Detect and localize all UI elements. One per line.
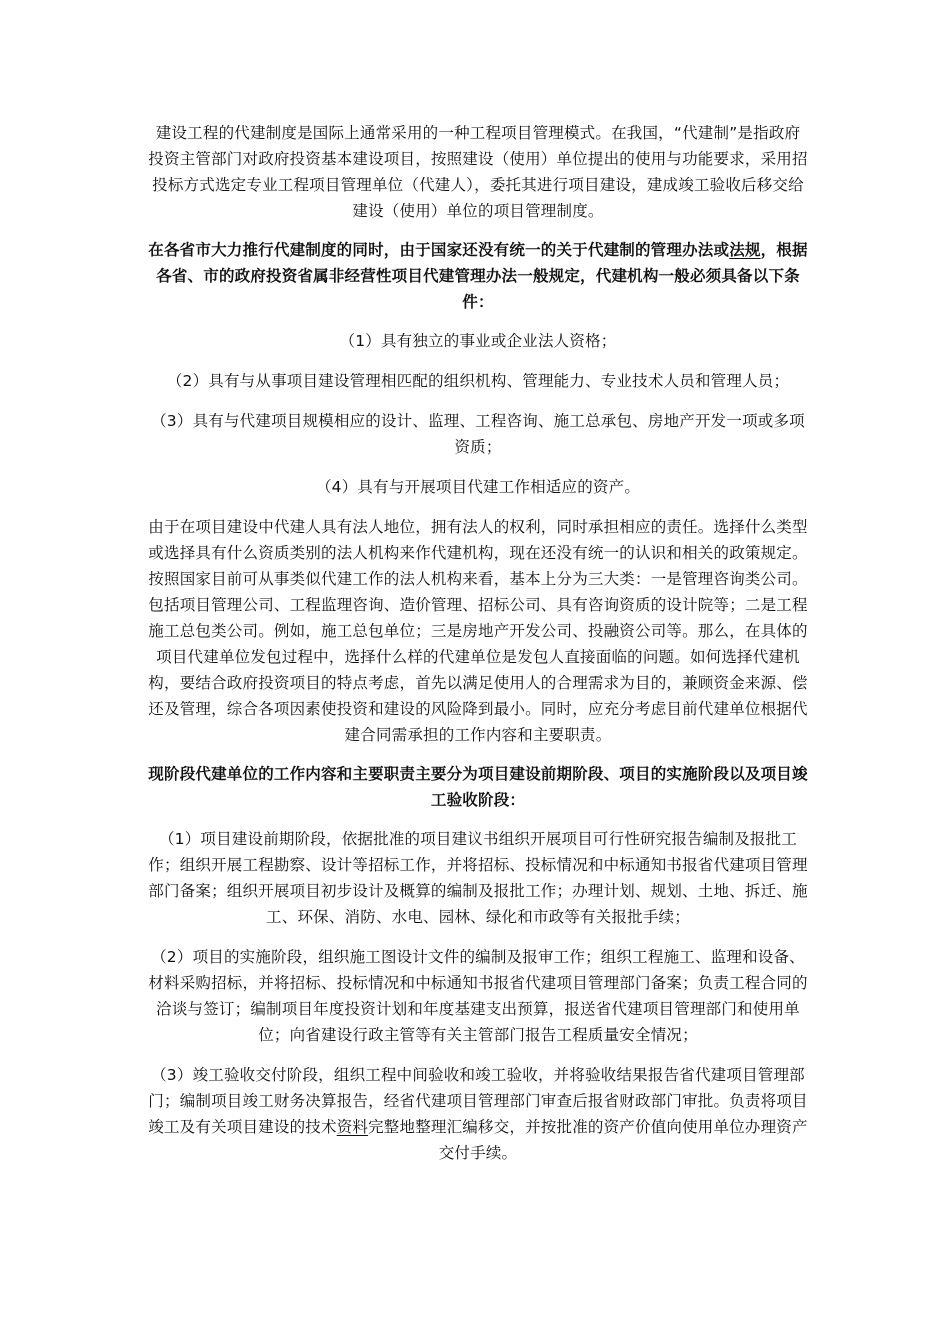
materials-link[interactable]: 资料 <box>336 1118 369 1136</box>
condition-item-3: （3）具有与代建项目规模相应的设计、监理、工程咨询、施工总承包、房地产开发一项或多项资质； <box>151 412 805 456</box>
stage-item-1: （1）项目建设前期阶段，依据批准的项目建议书组织开展项目可行性研究报告编制及报批工作；组织开展工程勘察、设计等招标工作，并将招标、投标情况和中标通知书报省代建项目管理部门备案；组织开展项目初步设计及概算的编制及报批工作；办理计划、规划、土地、拆迁、施工、环保、消防、水电、园林、绿化和市政等有关报批手续； <box>148 830 808 926</box>
intro-paragraph: 建设工程的代建制度是国际上通常采用的一种工程项目管理模式。在我国，“代建制”是指政府投资主管部门对政府投资基本建设项目，按照建设（使用）单位提出的使用与功能要求，采用招投标方式选定专业工程项目管理单位（代建人），委托其进行项目建设，建成竣工验收后移交给建设（使用）单位的项目管理制度。 <box>148 124 808 220</box>
duties-heading: 现阶段代建单位的工作内容和主要职责主要分为项目建设前期阶段、项目的实施阶段以及项目竣工验收阶段： <box>148 765 808 809</box>
stage3-text-end: 完整地整理汇编移交，并按批准的资产价值向使用单位办理资产交付手续。 <box>368 1118 808 1162</box>
stage3-text-start: （3）竣工验收交付阶段，组织工程中间验收和竣工验收，并将验收结果报告省代建项目管理部门；编制项目竣工财务决算报告，经省代建项目管理部门审查后报省财政部门审批。负责将项目竣工及有关项目建设的技术 <box>148 1066 808 1136</box>
condition-item-2: （2）具有与从事项目建设管理相匹配的组织机构、管理能力、专业技术人员和管理人员； <box>166 372 790 390</box>
regulations-link[interactable]: 法规 <box>729 241 761 259</box>
selection-paragraph: 由于在项目建设中代建人具有法人地位，拥有法人的权利，同时承担相应的责任。选择什么类型或选择具有什么资质类别的法人机构来作代建机构，现在还没有统一的认识和相关的政策规定。按照国家目前可从事类似代建工作的法人机构来看，基本上分为三大类：一是管理咨询类公司。包括项目管理公司、工程监理咨询、造价管理、招标公司、具有咨询资质的设计院等；二是工程施工总包类公司。例如，施工总包单位；三是房地产开发公司、投融资公司等。那么，在具体的项目代建单位发包过程中，选择什么样的代建单位是发包人直接面临的问题。如何选择代建机构，要结合政府投资项目的特点考虑，首先以满足使用人的合理需求为目的，兼顾资金来源、偿还及管理，综合各项因素使投资和建设的风险降到最小。同时，应充分考虑目前代建单位根据代建合同需承担的工作内容和主要职责。 <box>148 518 808 744</box>
heading-text-end: ，根据各省、市的政府投资省属非经营性项目代建管理办法一般规定，代建机构一般必须具备以下条件： <box>156 241 808 311</box>
condition-item-4: （4）具有与开展项目代建工作相适应的资产。 <box>315 478 641 496</box>
conditions-heading <box>148 237 808 315</box>
heading-text-start: 在各省市大力推行代建制度的同时，由于国家还没有统一的关于代建制的管理办法或 <box>148 241 730 259</box>
document-page <box>148 120 808 1180</box>
stage-item-3 <box>148 1062 808 1166</box>
condition-item-1: （1）具有独立的事业或企业法人资格； <box>339 332 617 350</box>
stage-item-2: （2）项目的实施阶段，组织施工图设计文件的编制及报审工作；组织工程施工、监理和设备、材料采购招标，并将招标、投标情况和中标通知书报省代建项目管理部门备案；负责工程合同的洽谈与签订；编制项目年度投资计划和年度基建支出预算，报送省代建项目管理部门和使用单位；向省建设行政主管等有关主管部门报告工程质量安全情况； <box>148 948 808 1044</box>
